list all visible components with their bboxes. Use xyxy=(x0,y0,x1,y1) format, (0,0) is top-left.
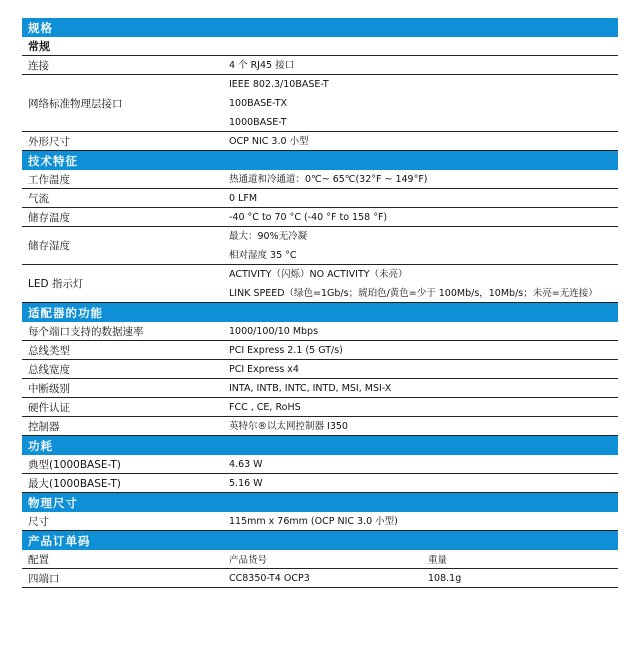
order-header-row xyxy=(22,550,618,569)
row-value xyxy=(229,379,618,398)
spec-table xyxy=(22,18,618,588)
row-value xyxy=(229,512,618,531)
row-label: 工作温度 xyxy=(28,173,70,186)
row-label: 典型(1000BASE-T) xyxy=(28,458,121,471)
row-value xyxy=(229,474,618,493)
table-row xyxy=(22,569,618,588)
table-row xyxy=(22,512,618,531)
section-header-power xyxy=(22,436,618,455)
value-line: -40 °C to 70 °C (-40 °F to 158 °F) xyxy=(229,211,388,223)
column-header: 重量 xyxy=(428,555,448,566)
table-row xyxy=(22,132,618,151)
table-row xyxy=(22,341,618,360)
table-row xyxy=(22,170,618,189)
column-header: 配置 xyxy=(28,553,49,566)
table-row xyxy=(22,56,618,75)
subsection-title: 常规 xyxy=(28,40,50,53)
value-line: ACTIVITY（闪烁）NO ACTIVITY（未亮） xyxy=(229,268,408,280)
value-line: 1000/100/10 Mbps xyxy=(229,325,319,337)
value-line: 4 个 RJ45 接口 xyxy=(229,59,295,71)
row-label: 总线类型 xyxy=(28,344,70,357)
table-row xyxy=(22,189,618,208)
row-label: 气流 xyxy=(28,192,49,205)
table-row xyxy=(22,417,618,436)
value-line: LINK SPEED（绿色=1Gb/s；琥珀色/黄色=少于 100Mb/s，10Mb/s；未亮=无连接） xyxy=(229,287,598,299)
row-value xyxy=(229,322,618,341)
row-value xyxy=(229,360,618,379)
row-label: 每个端口支持的数据速率 xyxy=(28,325,144,338)
section-header-adapter xyxy=(22,303,618,322)
section-title: 规格 xyxy=(28,20,53,35)
row-label: 储存湿度 xyxy=(28,240,70,252)
section-title: 功耗 xyxy=(28,438,53,453)
row-value xyxy=(229,398,618,417)
value-line: FCC , CE, RoHS xyxy=(229,401,301,413)
value-line: PCI Express 2.1 (5 GT/s) xyxy=(229,344,343,356)
table-cell: CC8350-T4 OCP3 xyxy=(229,572,310,584)
value-line: INTA, INTB, INTC, INTD, MSI, MSI-X xyxy=(229,382,392,394)
row-label: 网络标准物理层接口 xyxy=(28,97,123,110)
row-label: 最大(1000BASE-T) xyxy=(28,477,121,490)
table-row xyxy=(22,322,618,341)
value-line: 1000BASE-T xyxy=(229,116,287,128)
table-row xyxy=(22,75,618,132)
row-value xyxy=(229,56,618,75)
row-value xyxy=(229,75,618,132)
row-value xyxy=(229,227,618,265)
row-value xyxy=(229,208,618,227)
row-value xyxy=(229,417,618,436)
row-value xyxy=(229,455,618,474)
value-line: 英特尔®以太网控制器 I350 xyxy=(229,420,348,432)
table-row xyxy=(22,379,618,398)
subsection-general xyxy=(22,37,618,56)
table-row xyxy=(22,360,618,379)
table-cell: 108.1g xyxy=(428,572,462,584)
section-header-spec xyxy=(22,18,618,37)
row-label: 总线宽度 xyxy=(28,363,70,376)
row-label: 中断级别 xyxy=(28,382,70,395)
table-row xyxy=(22,474,618,493)
table-row xyxy=(22,398,618,417)
section-title: 物理尺寸 xyxy=(28,495,78,510)
row-label: 连接 xyxy=(28,59,49,72)
section-title: 技术特征 xyxy=(28,153,78,168)
value-line: 100BASE-TX xyxy=(229,97,288,109)
row-value xyxy=(229,170,618,189)
section-header-tech xyxy=(22,151,618,170)
section-title: 产品订单码 xyxy=(28,533,91,548)
table-row xyxy=(22,455,618,474)
table-row xyxy=(22,208,618,227)
table-cell: 四端口 xyxy=(28,572,60,585)
row-label: LED 指示灯 xyxy=(28,278,84,290)
row-value xyxy=(229,132,618,151)
row-label: 外形尺寸 xyxy=(28,135,70,148)
row-value xyxy=(229,265,618,303)
section-header-physical xyxy=(22,493,618,512)
value-line: 相对湿度 35 °C xyxy=(229,249,297,261)
row-value xyxy=(229,189,618,208)
table-row xyxy=(22,227,618,265)
value-line: 最大：90%无冷凝 xyxy=(229,230,308,242)
value-line: 115mm x 76mm (OCP NIC 3.0 小型) xyxy=(229,515,398,527)
value-line: PCI Express x4 xyxy=(229,363,299,375)
row-value xyxy=(229,341,618,360)
row-label: 硬件认证 xyxy=(28,401,70,414)
column-header: 产品货号 xyxy=(229,555,268,566)
section-title: 适配器的功能 xyxy=(28,305,103,320)
row-label: 控制器 xyxy=(28,420,60,433)
section-header-order xyxy=(22,531,618,550)
value-line: IEEE 802.3/10BASE-T xyxy=(229,78,329,90)
value-line: 0 LFM xyxy=(229,192,258,204)
row-label: 尺寸 xyxy=(28,515,49,528)
value-line: 5.16 W xyxy=(229,477,263,489)
row-label: 储存温度 xyxy=(28,211,70,224)
value-line: 4.63 W xyxy=(229,458,263,470)
value-line: OCP NIC 3.0 小型 xyxy=(229,135,309,147)
value-line: 热通道和冷通道：0℃~ 65℃(32°F ~ 149°F) xyxy=(229,173,428,185)
table-row xyxy=(22,265,618,303)
